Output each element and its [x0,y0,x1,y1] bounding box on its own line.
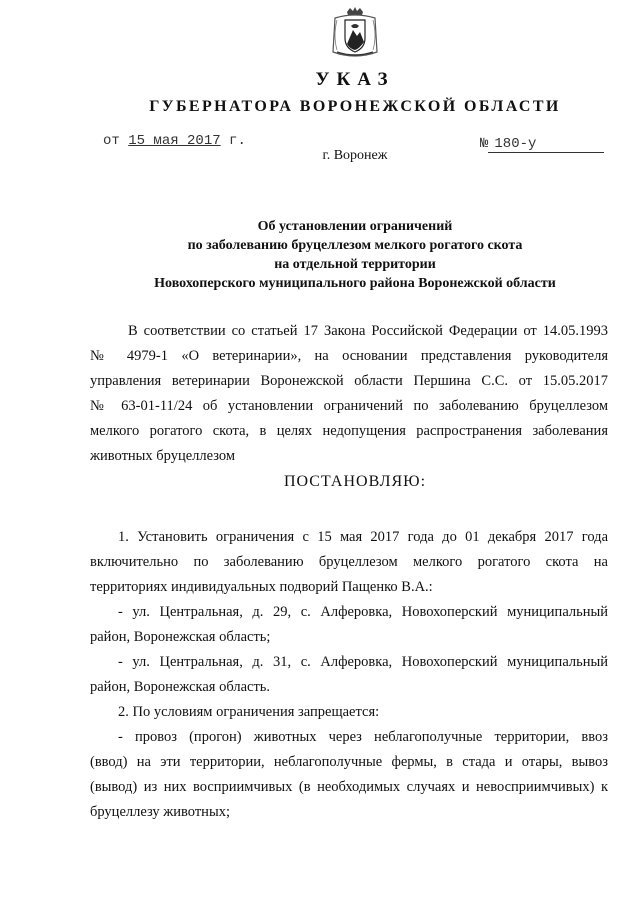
date-line [103,133,246,149]
preamble [90,319,608,469]
preamble-line: № 4979-1 «О ветеринарии», на основании представления руководителя [90,348,608,364]
title-line: Новохоперского муниципального района Воронежской области [154,276,556,291]
item-1-line: территориях индивидуальных подворий Пащенко В.А.: [90,579,433,595]
item-1-sub-1-line: район, Воронежская область; [90,629,271,645]
item-2-sub-1-line: бруцеллезу животных; [90,804,230,820]
preamble-line: животных бруцеллезом [90,448,236,464]
item-2-line: 2. По условиям ограничения запрещается: [118,704,380,720]
city: г. Воронеж [322,148,388,163]
item-2-sub-1-line: - провоз (прогон) животных через неблагополучные территории, ввоз [118,729,608,745]
item-2-sub-1-line: (ввод) на эти территории, неблагополучные фермы, в стада и отары, вывоз [90,754,608,770]
date-value: 15 мая 2017 [128,133,221,149]
preamble-line: управления ветеринарии Воронежской области Першина С.С. от 15.05.2017 [90,373,608,389]
item-1-line: включительно по заболеванию бруцеллезом мелкого рогатого скота на [90,554,608,570]
date-prefix: от [103,133,120,149]
issuer-title: ГУБЕРНАТОРА ВОРОНЕЖСКОЙ ОБЛАСТИ [149,98,561,115]
title-line: на отдельной территории [274,257,436,272]
document-type: УКАЗ [315,69,395,90]
item-1-line: 1. Установить ограничения с 15 мая 2017 года до 01 декабря 2017 года [118,529,608,545]
resolve-heading: ПОСТАНОВЛЯЮ: [283,473,427,490]
item-2-sub-1-line: (вывод) из них восприимчивых (в необходимых случаях и невосприимчивых) к [90,779,608,795]
coat-of-arms-icon [327,6,383,62]
number-prefix: № [480,136,489,152]
title-line: по заболеванию бруцеллезом мелкого рогатого скота [187,238,523,253]
preamble-line: мелкого рогатого скота, в целях недопущения распространения заболевания [90,423,608,439]
title-line: Об установлении ограничений [257,219,453,234]
preamble-line: В соответствии со статьей 17 Закона Российской Федерации от 14.05.1993 [128,323,608,339]
date-suffix: г. [229,133,246,149]
document-number: 180-у [488,136,604,153]
item-1-sub-1-line: - ул. Центральная, д. 29, с. Алферовка, Новохоперский муниципальный [118,604,608,620]
item-1-sub-2-line: - ул. Центральная, д. 31, с. Алферовка, Новохоперский муниципальный [118,654,608,670]
document-title [140,217,570,293]
preamble-line: № 63-01-11/24 об установлении ограничений по заболеванию бруцеллезом [90,398,608,414]
item-1-sub-2-line: район, Воронежская область. [90,679,271,695]
decree-body [90,525,608,825]
